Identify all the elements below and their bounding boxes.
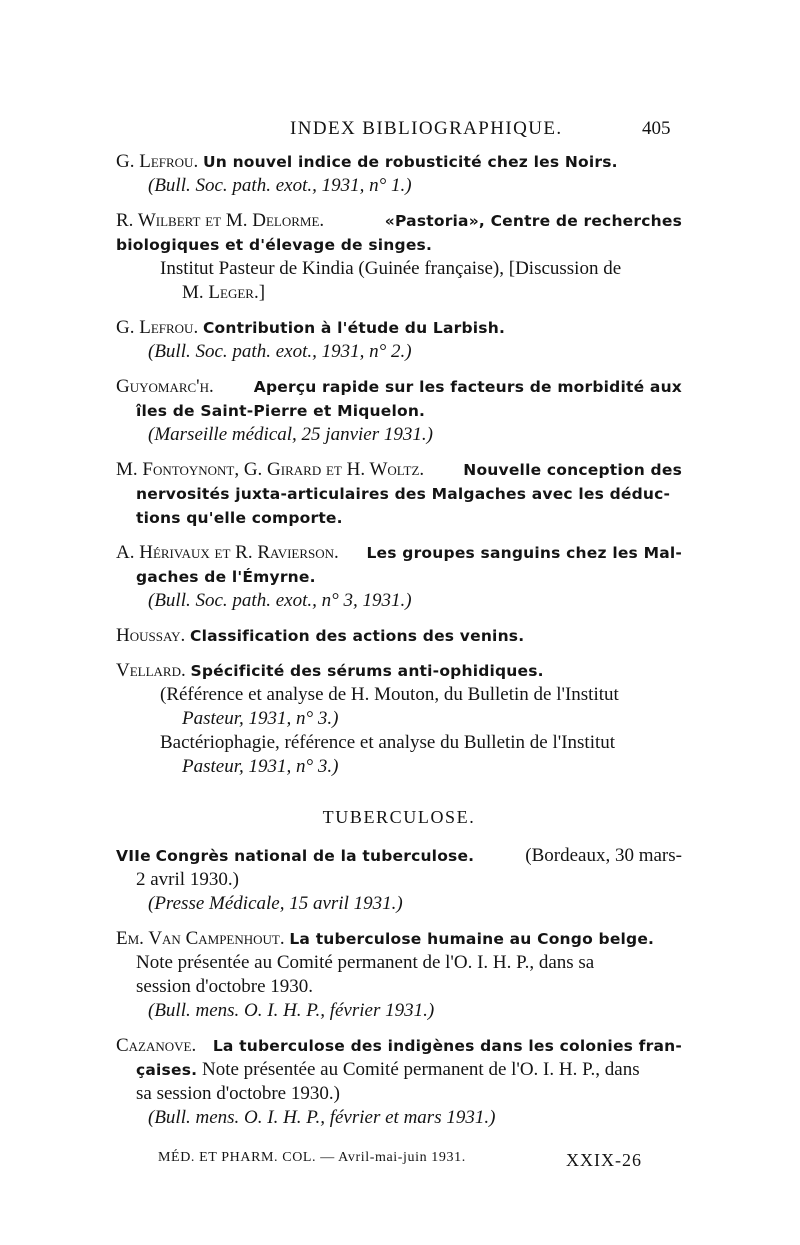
entry-reference: (Marseille médical, 25 janvier 1931.) — [148, 424, 433, 445]
entry-author: A. Hérivaux et R. Ravierson. — [116, 542, 339, 563]
page-footer — [158, 1150, 648, 1174]
entry-title-continued — [116, 1058, 682, 1082]
page-number: 405 — [642, 118, 671, 139]
entry-reference: (Bull. Soc. path. exot., 1931, n° 2.) — [148, 341, 412, 362]
bibliography-entry — [116, 375, 682, 447]
entry-reference: (Bull. mens. O. I. H. P., février 1931.) — [148, 1000, 435, 1021]
entry-author: Vellard. — [116, 660, 186, 681]
entry-heading — [116, 375, 682, 399]
entry-note-continued: sa session d'octobre 1930.) — [136, 1083, 340, 1104]
bibliography-entry — [116, 458, 682, 530]
entry-heading — [116, 844, 682, 868]
entry-note-continued — [116, 281, 682, 305]
entry-title-continued — [116, 565, 682, 589]
entry-reference: (Bull. Soc. path. exot., 1931, n° 1.) — [148, 175, 412, 196]
bibliography-list — [116, 150, 682, 1141]
entry-author: Guyomarc'h. — [116, 376, 214, 397]
entry-note-continued: session d'octobre 1930. — [136, 976, 314, 997]
section-heading: TUBERCULOSE. — [322, 807, 476, 827]
entry-reference: (Presse Médicale, 15 avril 1931.) — [148, 893, 403, 914]
bibliography-entry — [116, 209, 682, 305]
entry-reference: (Bull. mens. O. I. H. P., février et mars 1931.) — [148, 1107, 496, 1128]
entry-title: La tuberculose humaine au Congo belge. — [289, 930, 655, 948]
bibliography-entry — [116, 1034, 682, 1130]
entry-reference-continued: Pasteur, 1931, n° 3.) — [182, 708, 339, 729]
entry-reference: Bactériophagie, référence et analyse du Bulletin de l'Institut — [160, 732, 616, 753]
entry-author: Em. Van Campenhout. — [116, 928, 285, 949]
entry-heading — [116, 624, 682, 648]
entry-heading — [116, 1034, 682, 1058]
entry-heading — [116, 927, 682, 951]
entry-author: G. Lefrou. — [116, 151, 199, 172]
entry-title: Contribution à l'étude du Larbish. — [202, 319, 506, 337]
entry-note-author: M. Leger.] — [182, 282, 266, 303]
entry-detail: (Bordeaux, 30 mars- — [525, 845, 682, 866]
entry-title-continued — [116, 233, 682, 257]
footer-signature: XXIX-26 — [566, 1150, 642, 1170]
entry-title-line: gaches de l'Émyrne. — [136, 568, 316, 586]
bibliography-entry — [116, 844, 682, 916]
entry-title-line: tions qu'elle comporte. — [136, 509, 343, 527]
bibliography-entry — [116, 927, 682, 1023]
bibliography-entry — [116, 316, 682, 364]
entry-note: Institut Pasteur de Kindia (Guinée française), [Discussion de — [160, 258, 622, 279]
entry-reference-continued: Pasteur, 1931, n° 3.) — [182, 756, 339, 777]
entry-author: Cazanove. — [116, 1035, 197, 1056]
entry-title: Nouvelle conception des — [463, 461, 682, 479]
running-header — [0, 118, 800, 146]
entry-title: La tuberculose des indigènes dans les colonies fran- — [212, 1037, 682, 1055]
entry-author: VIIe — [116, 847, 151, 865]
entry-author: M. Fontoynont, G. Girard et H. Woltz. — [116, 459, 425, 480]
entry-title: Aperçu rapide sur les facteurs de morbidité aux — [253, 378, 682, 396]
entry-heading-group — [116, 844, 474, 868]
entry-reference: (Référence et analyse de H. Mouton, du Bulletin de l'Institut — [160, 684, 619, 705]
entry-title: Classification des actions des venins. — [190, 627, 525, 645]
entry-author: G. Lefrou. — [116, 317, 199, 338]
bibliography-entry — [116, 150, 682, 198]
entry-title: Les groupes sanguins chez les Mal- — [366, 544, 682, 562]
bibliography-entry — [116, 624, 682, 648]
footer-publication: MÉD. ET PHARM. COL. — Avril-mai-juin 1931. — [158, 1150, 466, 1165]
entry-title-line: biologiques et d'élevage de singes. — [116, 236, 433, 254]
entry-author: R. Wilbert et M. Delorme. — [116, 210, 325, 231]
entry-title: Congrès national de la tuberculose. — [155, 847, 475, 865]
entry-heading — [116, 150, 682, 174]
entry-note: Note présentée au Comité permanent de l'O. I. H. P., dans sa — [136, 952, 595, 973]
entry-heading — [116, 541, 682, 565]
entry-heading — [116, 316, 682, 340]
entry-heading — [116, 209, 682, 233]
entry-title-continued — [116, 482, 682, 506]
entry-author: Houssay. — [116, 625, 186, 646]
entry-title-continued — [116, 506, 682, 530]
header-title: INDEX BIBLIOGRAPHIQUE. — [290, 118, 563, 139]
entry-reference: (Bull. Soc. path. exot., n° 3, 1931.) — [148, 590, 412, 611]
entry-title-continued — [116, 399, 682, 423]
entry-title-line: nervosités juxta-articulaires des Malgaches avec les déduc- — [136, 485, 671, 503]
entry-note: Note présentée au Comité permanent de l'O. I. H. P., dans — [201, 1059, 640, 1080]
entry-heading — [116, 659, 682, 683]
entry-title: «Pastoria», Centre de recherches — [384, 212, 682, 230]
entry-title-line: çaises. — [136, 1061, 198, 1079]
bibliography-entry — [116, 659, 682, 779]
entry-title: Un nouvel indice de robusticité chez les Noirs. — [202, 153, 618, 171]
entry-title-line: îles de Saint-Pierre et Miquelon. — [136, 402, 426, 420]
entry-heading — [116, 458, 682, 482]
entry-detail-continued: 2 avril 1930.) — [136, 869, 239, 890]
bibliography-entry — [116, 541, 682, 613]
entry-title: Spécificité des sérums anti-ophidiques. — [190, 662, 544, 680]
